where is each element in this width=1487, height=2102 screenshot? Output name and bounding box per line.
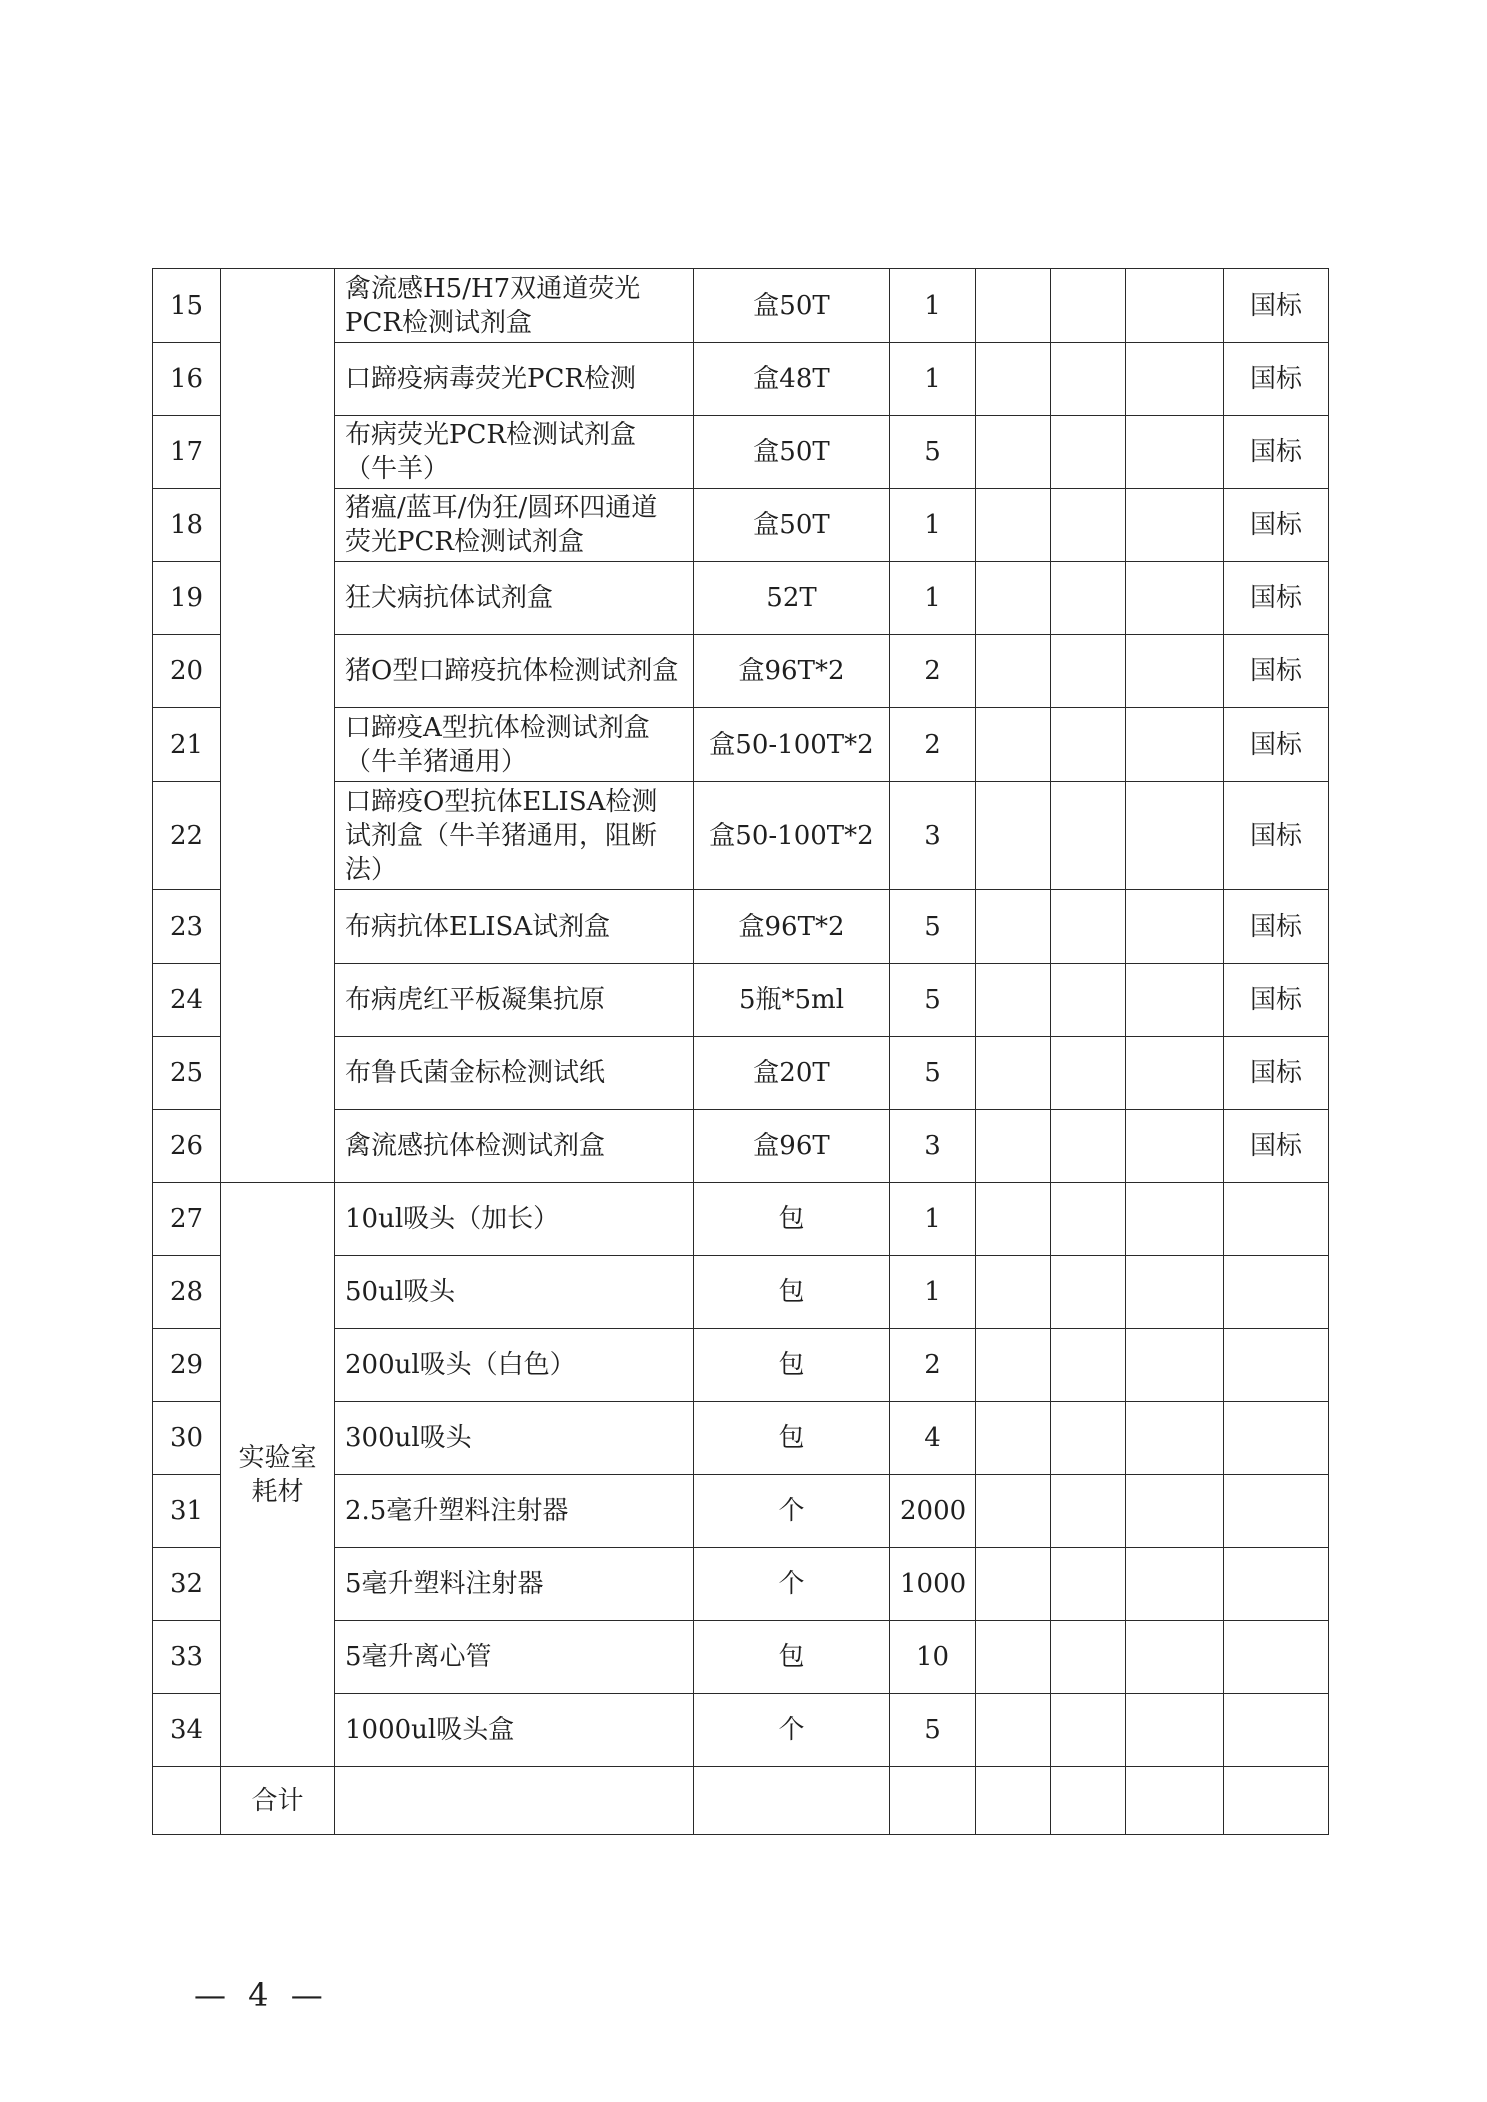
item-quantity: 1000: [890, 1548, 976, 1621]
empty-cell: [1224, 1767, 1329, 1835]
item-standard: [1224, 1548, 1329, 1621]
item-spec: 盒50T: [694, 416, 890, 489]
empty-cell: [976, 1037, 1051, 1110]
item-quantity: 2: [890, 635, 976, 708]
item-spec: 盒50T: [694, 489, 890, 562]
row-number: 23: [153, 890, 221, 964]
item-quantity: 5: [890, 416, 976, 489]
item-standard: 国标: [1224, 1110, 1329, 1183]
row-number: 15: [153, 269, 221, 343]
item-standard: 国标: [1224, 416, 1329, 489]
empty-cell: [976, 1621, 1051, 1694]
empty-cell: [976, 1329, 1051, 1402]
item-spec: 盒96T*2: [694, 635, 890, 708]
empty-cell: [1051, 1183, 1126, 1256]
item-quantity: 10: [890, 1621, 976, 1694]
item-name: 禽流感H5/H7双通道荧光PCR检测试剂盒: [335, 269, 694, 343]
total-label: 合计: [221, 1767, 335, 1835]
item-quantity: 1: [890, 1183, 976, 1256]
empty-cell: [1126, 1694, 1224, 1767]
empty-cell: [1126, 890, 1224, 964]
empty-cell: [1051, 1475, 1126, 1548]
item-standard: [1224, 1621, 1329, 1694]
empty-cell: [976, 1402, 1051, 1475]
empty-cell: [1126, 562, 1224, 635]
item-standard: 国标: [1224, 269, 1329, 343]
empty-cell: [1126, 1329, 1224, 1402]
empty-cell: [976, 635, 1051, 708]
empty-cell: [1051, 343, 1126, 416]
empty-cell: [1051, 708, 1126, 782]
item-quantity: 1: [890, 269, 976, 343]
item-quantity: 4: [890, 1402, 976, 1475]
row-number: 26: [153, 1110, 221, 1183]
item-quantity: 1: [890, 343, 976, 416]
item-name: 10ul吸头（加长）: [335, 1183, 694, 1256]
empty-cell: [976, 1548, 1051, 1621]
empty-cell: [1126, 1037, 1224, 1110]
empty-cell: [1051, 1402, 1126, 1475]
item-standard: [1224, 1329, 1329, 1402]
item-name: 1000ul吸头盒: [335, 1694, 694, 1767]
item-spec: 盒50-100T*2: [694, 708, 890, 782]
row-number: 19: [153, 562, 221, 635]
empty-cell: [1051, 489, 1126, 562]
item-spec: 包: [694, 1329, 890, 1402]
item-standard: 国标: [1224, 1037, 1329, 1110]
empty-cell: [1051, 1767, 1126, 1835]
row-number: 33: [153, 1621, 221, 1694]
row-number: 21: [153, 708, 221, 782]
item-standard: 国标: [1224, 562, 1329, 635]
category-label: 实验室耗材: [238, 1442, 317, 1507]
empty-cell: [1126, 635, 1224, 708]
empty-cell: [976, 269, 1051, 343]
item-spec: 盒50T: [694, 269, 890, 343]
category-cell-reagents: [221, 269, 335, 1183]
item-quantity: 5: [890, 1037, 976, 1110]
empty-cell: [976, 708, 1051, 782]
empty-cell: [1051, 1110, 1126, 1183]
empty-cell: [1051, 416, 1126, 489]
total-row: [153, 1767, 1329, 1835]
item-spec: 盒20T: [694, 1037, 890, 1110]
empty-cell: [976, 1110, 1051, 1183]
empty-cell: [1051, 269, 1126, 343]
item-name: 5毫升塑料注射器: [335, 1548, 694, 1621]
empty-cell: [1126, 489, 1224, 562]
row-number: 24: [153, 964, 221, 1037]
item-spec: 个: [694, 1548, 890, 1621]
empty-cell: [890, 1767, 976, 1835]
item-quantity: 1: [890, 562, 976, 635]
item-standard: 国标: [1224, 708, 1329, 782]
empty-cell: [976, 1183, 1051, 1256]
empty-cell: [1126, 782, 1224, 890]
item-spec: 个: [694, 1475, 890, 1548]
item-quantity: 2000: [890, 1475, 976, 1548]
empty-cell: [976, 890, 1051, 964]
item-spec: 5瓶*5ml: [694, 964, 890, 1037]
empty-cell: [1126, 269, 1224, 343]
row-number: 30: [153, 1402, 221, 1475]
empty-cell: [976, 1256, 1051, 1329]
item-quantity: 2: [890, 1329, 976, 1402]
empty-cell: [1126, 416, 1224, 489]
empty-cell: [976, 562, 1051, 635]
item-name: 布病抗体ELISA试剂盒: [335, 890, 694, 964]
empty-cell: [1126, 1475, 1224, 1548]
item-quantity: 5: [890, 890, 976, 964]
empty-cell: [1051, 1329, 1126, 1402]
item-name: 200ul吸头（白色）: [335, 1329, 694, 1402]
empty-cell: [976, 416, 1051, 489]
item-standard: [1224, 1183, 1329, 1256]
empty-cell: [976, 343, 1051, 416]
empty-cell: [1051, 1694, 1126, 1767]
empty-cell: [153, 1767, 221, 1835]
empty-cell: [1126, 1110, 1224, 1183]
item-name: 猪瘟/蓝耳/伪狂/圆环四通道荧光PCR检测试剂盒: [335, 489, 694, 562]
table-row: [153, 269, 1329, 343]
row-number: 22: [153, 782, 221, 890]
procurement-table: [152, 268, 1329, 1835]
item-name: 50ul吸头: [335, 1256, 694, 1329]
item-standard: [1224, 1475, 1329, 1548]
item-name: 狂犬病抗体试剂盒: [335, 562, 694, 635]
empty-cell: [1126, 1402, 1224, 1475]
item-quantity: 5: [890, 1694, 976, 1767]
empty-cell: [1126, 1621, 1224, 1694]
empty-cell: [976, 782, 1051, 890]
empty-cell: [976, 1767, 1051, 1835]
empty-cell: [1051, 1037, 1126, 1110]
row-number: 31: [153, 1475, 221, 1548]
empty-cell: [1126, 964, 1224, 1037]
item-standard: 国标: [1224, 890, 1329, 964]
row-number: 34: [153, 1694, 221, 1767]
item-quantity: 1: [890, 1256, 976, 1329]
item-standard: 国标: [1224, 343, 1329, 416]
item-standard: 国标: [1224, 782, 1329, 890]
table-row: [153, 1183, 1329, 1256]
row-number: 28: [153, 1256, 221, 1329]
empty-cell: [1126, 1183, 1224, 1256]
item-spec: 52T: [694, 562, 890, 635]
item-spec: 盒50-100T*2: [694, 782, 890, 890]
row-number: 27: [153, 1183, 221, 1256]
empty-cell: [1126, 343, 1224, 416]
empty-cell: [1051, 1548, 1126, 1621]
row-number: 32: [153, 1548, 221, 1621]
empty-cell: [1051, 1256, 1126, 1329]
item-name: 5毫升离心管: [335, 1621, 694, 1694]
item-spec: 包: [694, 1402, 890, 1475]
row-number: 17: [153, 416, 221, 489]
item-standard: 国标: [1224, 635, 1329, 708]
item-quantity: 1: [890, 489, 976, 562]
empty-cell: [976, 964, 1051, 1037]
item-standard: [1224, 1694, 1329, 1767]
item-name: 禽流感抗体检测试剂盒: [335, 1110, 694, 1183]
item-standard: [1224, 1256, 1329, 1329]
empty-cell: [1051, 562, 1126, 635]
item-name: 口蹄疫O型抗体ELISA检测试剂盒（牛羊猪通用，阻断法）: [335, 782, 694, 890]
row-number: 18: [153, 489, 221, 562]
item-name: 布鲁氏菌金标检测试纸: [335, 1037, 694, 1110]
item-spec: 盒96T*2: [694, 890, 890, 964]
empty-cell: [1051, 964, 1126, 1037]
empty-cell: [1051, 635, 1126, 708]
item-spec: 包: [694, 1256, 890, 1329]
row-number: 25: [153, 1037, 221, 1110]
row-number: 29: [153, 1329, 221, 1402]
empty-cell: [976, 1475, 1051, 1548]
item-name: 口蹄疫病毒荧光PCR检测: [335, 343, 694, 416]
item-quantity: 2: [890, 708, 976, 782]
item-spec: 盒96T: [694, 1110, 890, 1183]
item-standard: [1224, 1402, 1329, 1475]
item-quantity: 3: [890, 1110, 976, 1183]
item-name: 布病荧光PCR检测试剂盒（牛羊）: [335, 416, 694, 489]
row-number: 20: [153, 635, 221, 708]
item-standard: 国标: [1224, 964, 1329, 1037]
item-name: 300ul吸头: [335, 1402, 694, 1475]
item-name: 2.5毫升塑料注射器: [335, 1475, 694, 1548]
empty-cell: [1126, 708, 1224, 782]
empty-cell: [976, 489, 1051, 562]
empty-cell: [1051, 782, 1126, 890]
item-quantity: 5: [890, 964, 976, 1037]
item-name: 布病虎红平板凝集抗原: [335, 964, 694, 1037]
empty-cell: [335, 1767, 694, 1835]
empty-cell: [1126, 1256, 1224, 1329]
item-standard: 国标: [1224, 489, 1329, 562]
empty-cell: [1126, 1767, 1224, 1835]
item-name: 猪O型口蹄疫抗体检测试剂盒: [335, 635, 694, 708]
empty-cell: [1051, 1621, 1126, 1694]
item-spec: 包: [694, 1621, 890, 1694]
row-number: 16: [153, 343, 221, 416]
category-cell-consumables: [221, 1183, 335, 1767]
item-spec: 个: [694, 1694, 890, 1767]
page-number: — 4 —: [194, 1976, 329, 2014]
empty-cell: [1051, 890, 1126, 964]
empty-cell: [976, 1694, 1051, 1767]
item-spec: 盒48T: [694, 343, 890, 416]
item-spec: 包: [694, 1183, 890, 1256]
empty-cell: [694, 1767, 890, 1835]
empty-cell: [1126, 1548, 1224, 1621]
item-name: 口蹄疫A型抗体检测试剂盒（牛羊猪通用）: [335, 708, 694, 782]
item-quantity: 3: [890, 782, 976, 890]
